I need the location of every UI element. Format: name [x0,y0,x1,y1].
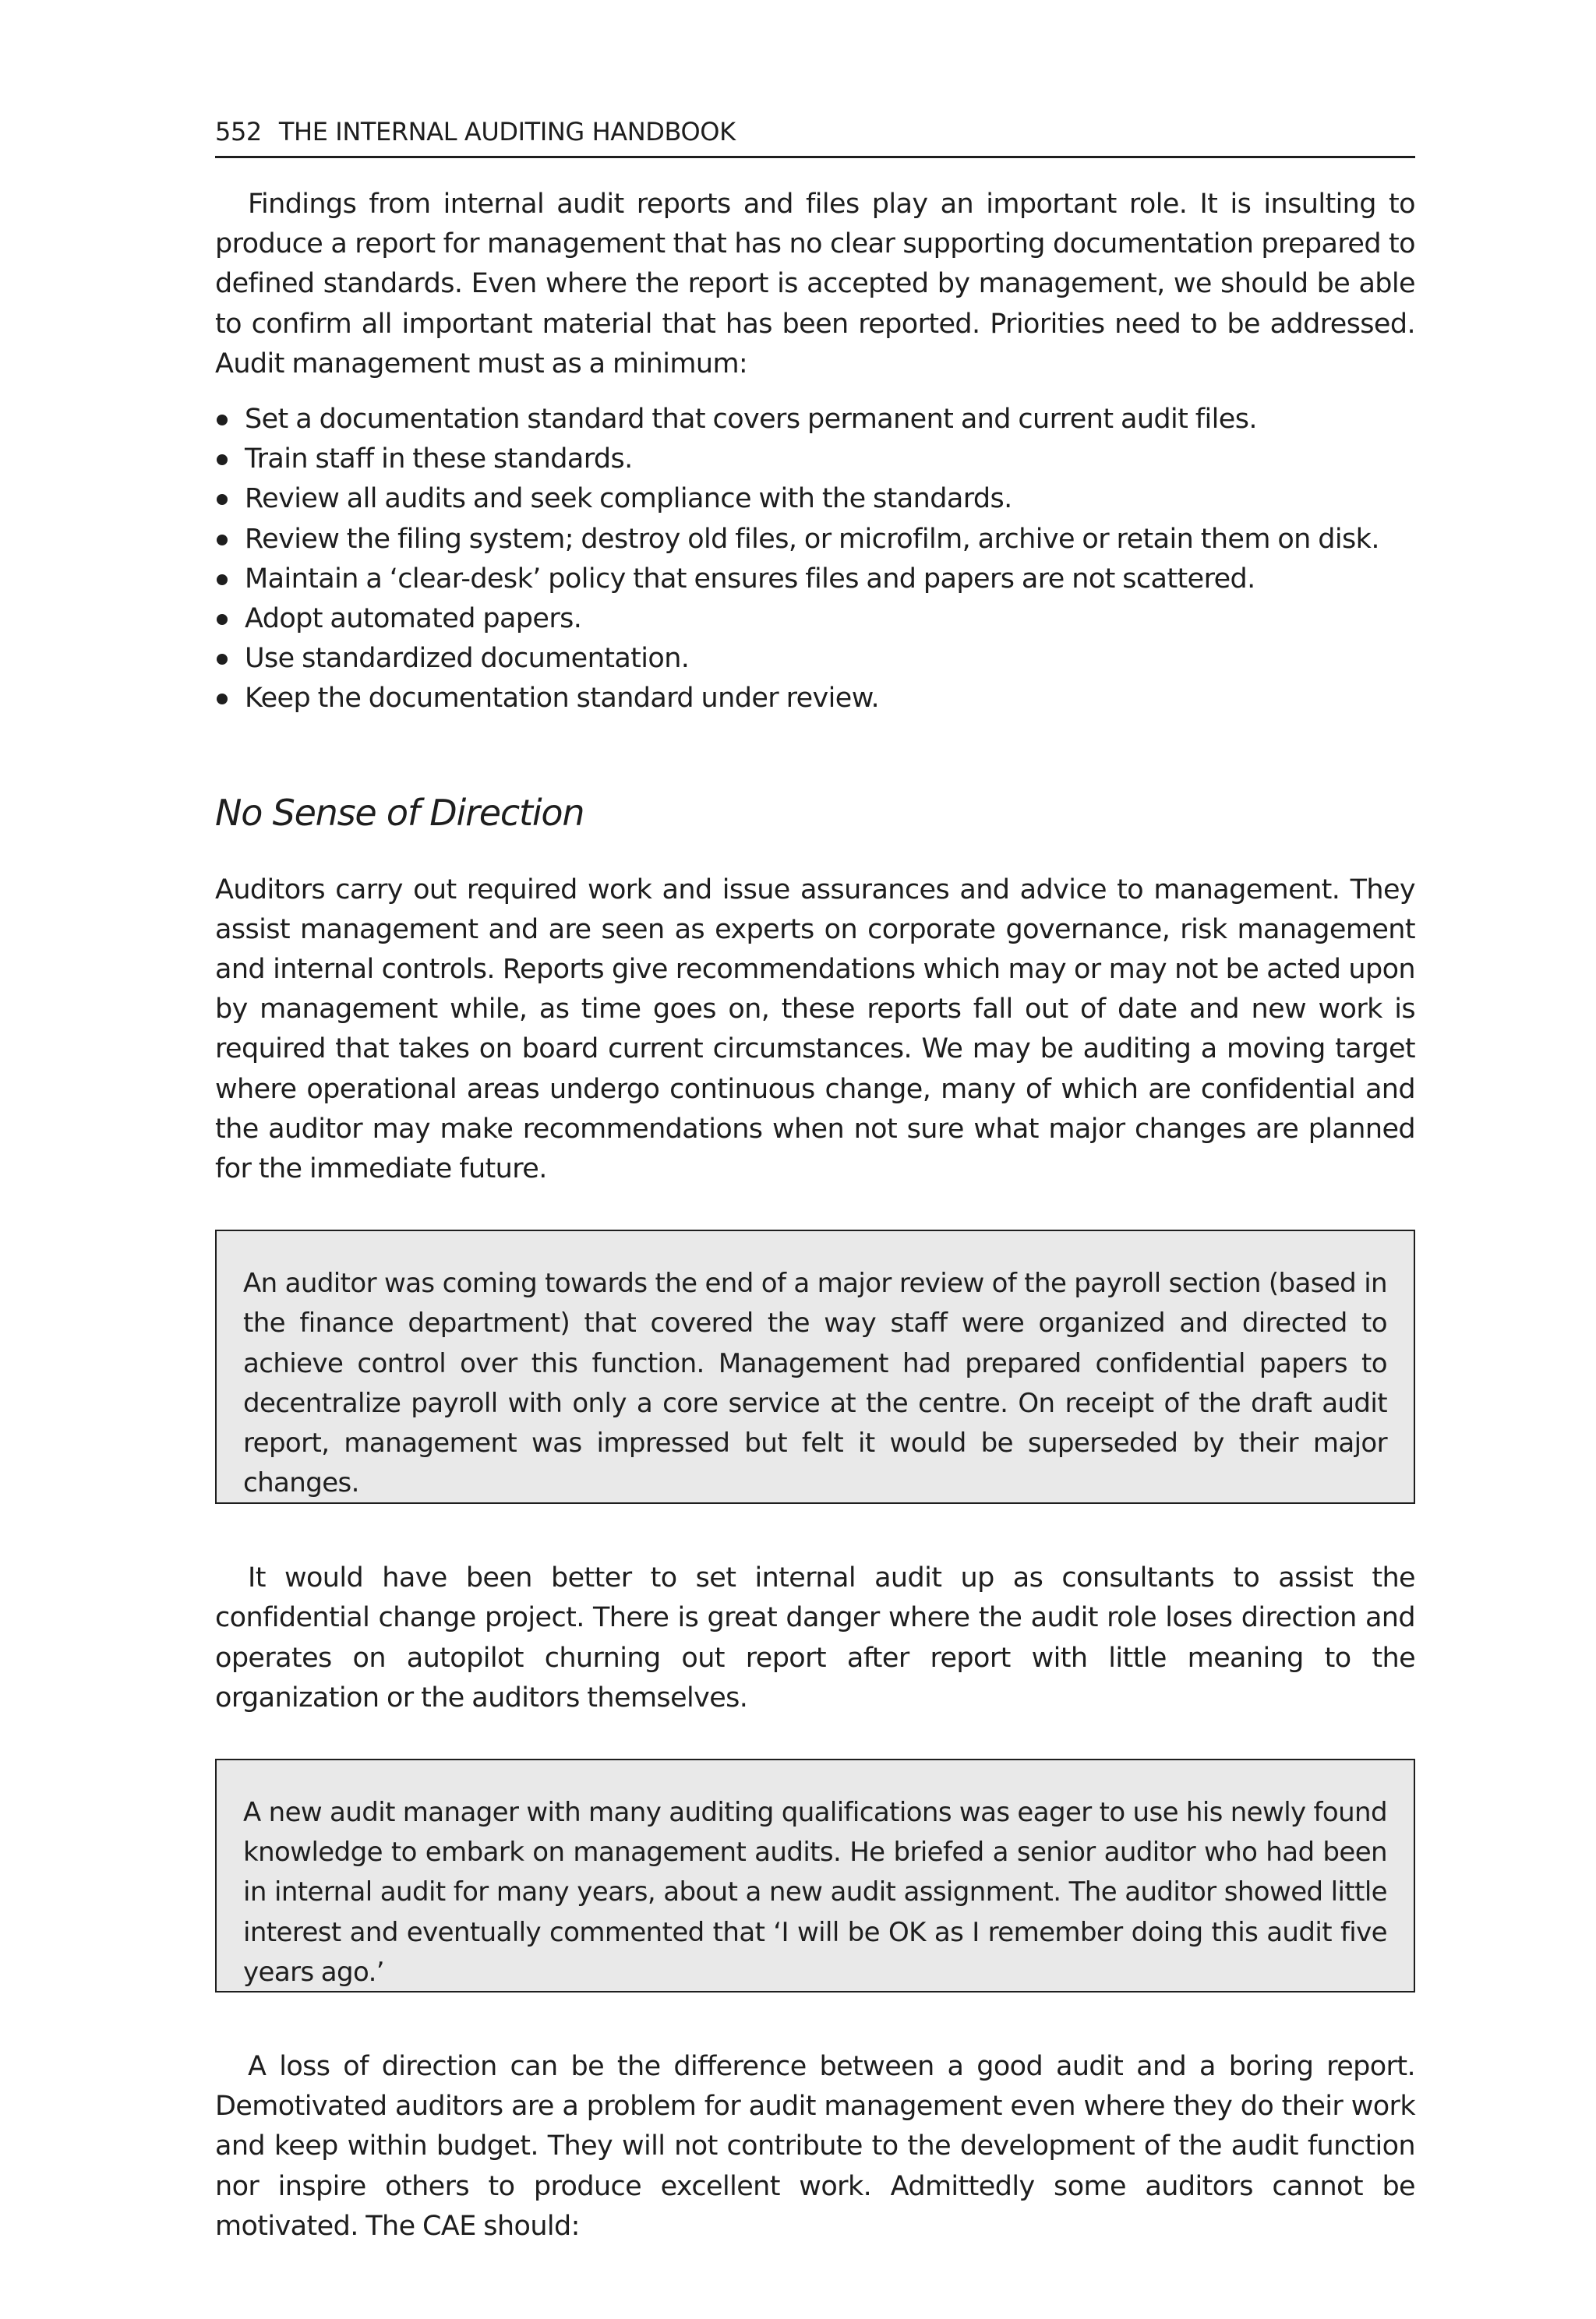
list-item [215,439,1415,479]
list-item-text: Set a documentation standard that covers permanent and current audit files. [245,404,1257,436]
bullet-icon [217,614,228,625]
list-item [215,400,1415,439]
book-page [215,117,1415,2247]
list-item [215,599,1415,639]
list-item [215,559,1415,599]
case-study-box-payroll [215,1230,1415,1504]
section-heading: No Sense of Direction [215,791,584,834]
list-item-text: Use standardized documentation. [245,643,690,675]
running-header [215,117,1415,158]
bullet-icon [217,654,228,665]
case-study-box-audit-manager [215,1759,1415,1993]
list-item [215,520,1415,559]
direction-paragraph: Auditors carry out required work and issue assurances and advice to management. They assist management and are seen as experts on corporate governance, risk management and internal controls. Reports give recommendations which may or may not be acted upon by management while, as time goes on, these reports fall out of date and new work is required that takes on board current circumstances. We may be auditing a moving target where operational areas undergo continuous change, many of which are confidential and the auditor may make recommendations when not sure what major changes are planned for the immediate future. [215,874,1415,1185]
bullet-icon [217,574,228,585]
bullet-icon [217,454,228,465]
case-study-text: A new audit manager with many auditing qualifications was eager to use his newly found knowledge to embark on management audits. He briefed a senior auditor who had been in internal audit for many years, about a new audit assignment. The auditor showed little interest and eventually commented that ‘I will be OK as I remember doing this audit five years ago.’ [243,1797,1387,1988]
bullet-icon [217,535,228,545]
list-item [215,679,1415,718]
minimum-requirements-list [215,400,1415,719]
list-item-text: Maintain a ‘clear-desk’ policy that ensures files and papers are not scattered. [245,563,1255,595]
page-number: 552 [215,117,262,146]
bullet-icon [217,694,228,704]
list-item-text: Train staff in these standards. [245,443,633,475]
loss-of-direction-paragraph: A loss of direction can be the difference between a good audit and a boring report. Demotivated auditors are a problem for audit management even where they do their work and keep within budget. They will not contribute to the development of the audit function nor inspire others to produce excellent work. Admittedly some auditors cannot be motivated. The CAE should: [215,2051,1415,2242]
list-item [215,639,1415,679]
list-item-text: Keep the documentation standard under review. [245,683,880,715]
case-study-text: An auditor was coming towards the end of a major review of the payroll section (based in the finance department) that covered the way staff were organized and directed to achieve control over this function. Management had prepared confidential papers to decentralize payroll with only a core service at the centre. On receipt of the draft audit report, management was impressed but felt it would be superseded by their major changes. [243,1268,1387,1499]
list-item-text: Review all audits and seek compliance with the standards. [245,483,1012,515]
intro-paragraph: Findings from internal audit reports and files play an important role. It is insulting to produce a report for management that has no clear supporting documentation prepared to defined standards. Even where the report is accepted by management, we should be able to confirm all important material that has been reported. Priorities need to be addressed. Audit management must as a minimum: [215,189,1415,379]
book-title: THE INTERNAL AUDITING HANDBOOK [278,117,736,146]
bullet-icon [217,415,228,425]
bullet-icon [217,494,228,505]
list-item [215,479,1415,519]
consultants-paragraph: It would have been better to set internal audit up as consultants to assist the confidential change project. There is great danger where the audit role loses direction and operates on autopilot churning out report after report with little meaning to the organization or the auditors themselves. [215,1562,1415,1714]
list-item-text: Adopt automated papers. [245,603,582,635]
list-item-text: Review the filing system; destroy old files, or microfilm, archive or retain them on disk. [245,523,1379,555]
